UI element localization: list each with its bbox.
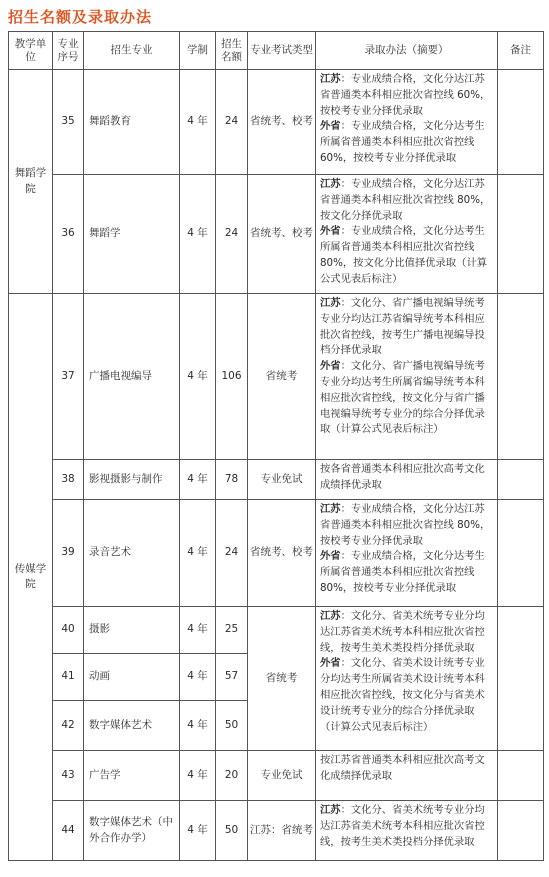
major-code: 44 (53, 801, 84, 861)
rule-region: 外省 (320, 360, 341, 373)
major-quota: 24 (216, 175, 248, 294)
header-major: 招生专业 (84, 32, 180, 70)
rule-text: ：专业成绩合格，文化分达江苏省普通类本科相应批次省控线 80%，按校考专业分择优录取 (320, 503, 491, 547)
major-quota: 57 (216, 654, 248, 701)
major-quota: 50 (216, 801, 248, 861)
exam-type: 省统考 (248, 607, 316, 751)
note-cell (498, 70, 544, 175)
header-note: 备注 (498, 32, 544, 70)
major-name: 数字媒体艺术 (84, 701, 180, 751)
major-code: 38 (53, 460, 84, 500)
major-years: 4 年 (180, 500, 216, 607)
major-name: 录音艺术 (84, 500, 180, 607)
major-years: 4 年 (180, 607, 216, 654)
major-quota: 78 (216, 460, 248, 500)
rule-region: 外省 (320, 550, 341, 563)
admission-method (316, 801, 498, 861)
major-code: 43 (53, 751, 84, 801)
major-name: 广播电视编导 (84, 294, 180, 460)
exam-type: 专业免试 (248, 751, 316, 801)
major-years: 4 年 (180, 654, 216, 701)
table-row (9, 70, 544, 175)
rule-text: ：文化分、省美术统考专业分均达江苏省美术统考本科相应批次省控线，按考生美术类投档分择优录取 (320, 804, 485, 848)
major-years: 4 年 (180, 751, 216, 801)
header-method: 录取办法（摘要） (316, 32, 498, 70)
major-code: 39 (53, 500, 84, 607)
admission-method (316, 607, 498, 751)
major-years: 4 年 (180, 701, 216, 751)
admission-table (8, 31, 544, 861)
rule-text: ：专业成绩合格，文化分达江苏省普通类本科相应批次省控线 60%，按校考专业分择优录取 (320, 73, 491, 117)
rule-region: 江苏 (320, 297, 341, 309)
header-quota: 招生名额 (216, 32, 248, 70)
major-quota: 50 (216, 701, 248, 751)
table-row (9, 751, 544, 801)
exam-type: 省统考、校考 (248, 175, 316, 294)
major-years: 4 年 (180, 175, 216, 294)
rule-text: ：专业成绩合格，文化分达考生所属省普通类本科相应批次省控线 60%，按校考专业分择优录取 (320, 120, 485, 164)
unit-dance: 舞蹈学院 (9, 70, 53, 294)
major-years: 4 年 (180, 70, 216, 175)
note-cell (498, 500, 544, 607)
rule-text: ：专业成绩合格，文化分达考生所属省普通类本科相应批次省控线 80%，按文化分比值择优录取（计算公式见表后标注） (320, 225, 488, 285)
table-row (9, 500, 544, 607)
rule-region: 江苏 (320, 804, 341, 816)
admission-method (316, 175, 498, 294)
rule-region: 外省 (320, 225, 341, 238)
rule-text: ：文化分、省广播电视编导统考专业分均达江苏省编导统考本科相应批次省控线，按考生广播电视编导投档分择优录取 (320, 297, 485, 357)
exam-type: 江苏：省统考 (248, 801, 316, 861)
major-name: 摄影 (84, 607, 180, 654)
admission-method (316, 500, 498, 607)
exam-type: 省统考 (248, 294, 316, 460)
major-code: 36 (53, 175, 84, 294)
rule-text: ：专业成绩合格，文化分达江苏省普通类本科相应批次省控线 80%，按文化分择优录取 (320, 178, 491, 222)
rule-region: 江苏 (320, 610, 341, 622)
note-cell (498, 751, 544, 801)
header-unit: 教学单位 (9, 32, 53, 70)
rule-region: 江苏 (320, 73, 341, 85)
major-code: 35 (53, 70, 84, 175)
table-header-row (9, 32, 544, 70)
major-quota: 24 (216, 500, 248, 607)
table-row (9, 460, 544, 500)
exam-type: 专业免试 (248, 460, 316, 500)
major-name: 舞蹈学 (84, 175, 180, 294)
table-row (9, 175, 544, 294)
table-row (9, 294, 544, 460)
major-quota: 25 (216, 607, 248, 654)
note-cell (498, 801, 544, 861)
major-name: 广告学 (84, 751, 180, 801)
page-title: 招生名额及录取办法 (8, 8, 153, 26)
rule-text: ：文化分、省美术统考专业分均达江苏省美术统考本科相应批次省控线，按考生美术类投档分择优录取 (320, 610, 485, 654)
rule-region: 江苏 (320, 503, 341, 515)
exam-type: 省统考、校考 (248, 500, 316, 607)
header-exam: 专业考试类型 (248, 32, 316, 70)
major-code: 37 (53, 294, 84, 460)
major-code: 41 (53, 654, 84, 701)
note-cell (498, 175, 544, 294)
major-name: 动画 (84, 654, 180, 701)
note-cell (498, 607, 544, 751)
major-years: 4 年 (180, 460, 216, 500)
major-quota: 106 (216, 294, 248, 460)
header-code: 专业序号 (53, 32, 84, 70)
rule-text: ：文化分、省广播电视编导统考专业分均达考生所属省编导统考本科相应批次省控线，按文化分与省广播电视编导统考专业分的综合分择优录取（计算公式见表后标注） (320, 360, 485, 436)
major-quota: 24 (216, 70, 248, 175)
major-code: 42 (53, 701, 84, 751)
rule-text: ：专业成绩合格，文化分达考生所属省普通类本科相应批次省控线 80%，按校考专业分择优录取 (320, 550, 485, 594)
major-name: 舞蹈教育 (84, 70, 180, 175)
note-cell (498, 460, 544, 500)
admission-method: 按各省普通类本科相应批次高考文化成绩择优录取 (316, 460, 498, 500)
admission-method: 按江苏省普通类本科相应批次高考文化成绩择优录取 (316, 751, 498, 801)
major-years: 4 年 (180, 294, 216, 460)
major-quota: 20 (216, 751, 248, 801)
table-row (9, 607, 544, 654)
admission-method (316, 70, 498, 175)
table-row (9, 801, 544, 861)
major-code: 40 (53, 607, 84, 654)
rule-region: 江苏 (320, 178, 341, 190)
unit-media: 传媒学院 (9, 294, 53, 861)
rule-region: 外省 (320, 120, 341, 133)
note-cell (498, 294, 544, 460)
rule-text: ：文化分、省美术设计统考专业分均达考生所属省美术设计统考本科相应批次省控线，按文化分与省美术设计统考专业分的综合分择优录取（计算公式见表后标注） (320, 657, 485, 733)
rule-region: 外省 (320, 657, 341, 670)
header-years: 学制 (180, 32, 216, 70)
exam-type: 省统考、校考 (248, 70, 316, 175)
major-years: 4 年 (180, 801, 216, 861)
major-name: 数字媒体艺术（中外合作办学） (84, 801, 180, 861)
major-name: 影视摄影与制作 (84, 460, 180, 500)
admission-method (316, 294, 498, 460)
